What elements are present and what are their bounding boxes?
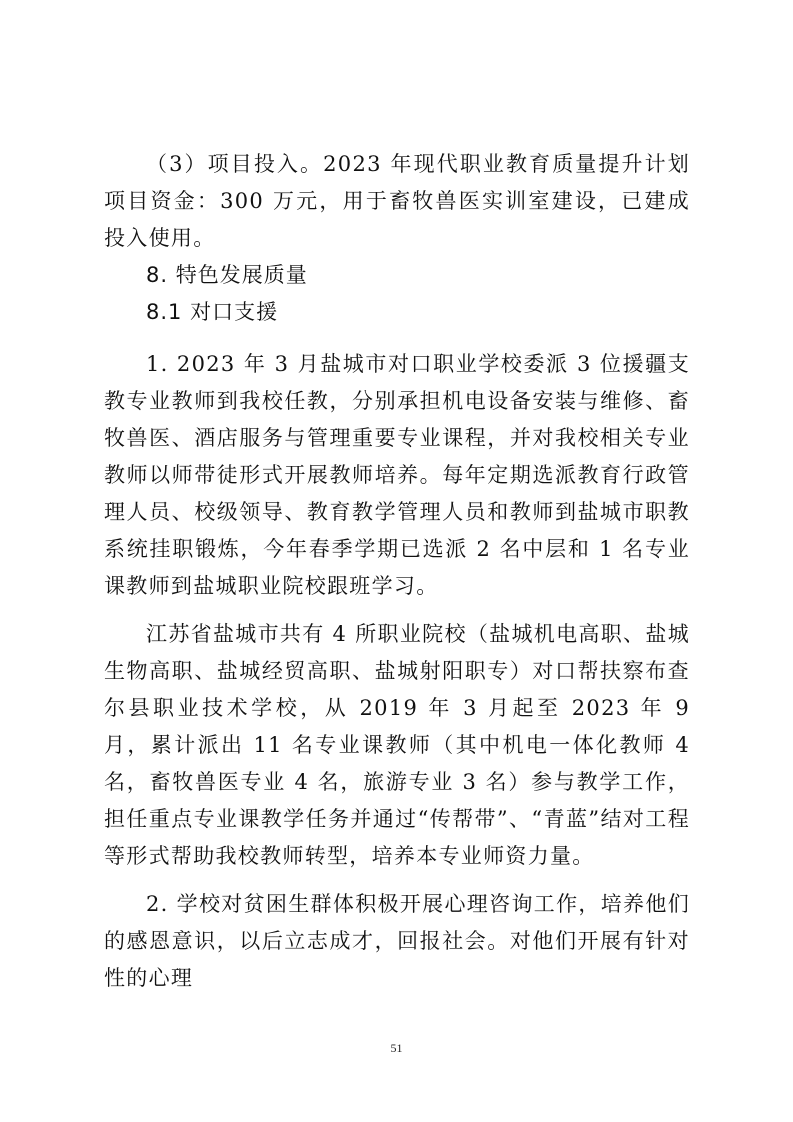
document-body <box>104 146 690 997</box>
paragraph-assistance-teachers: 1. 2023 年 3 月盐城市对口职业学校委派 3 位援疆支教专业教师到我校任教，分别承担机电设备安装与维修、畜牧兽医、酒店服务与管理重要专业课程，并对我校相关专业教师以师带徒形式开展教师培养。每年定期选派教育行政管理人员、校级领导、教育教学管理人员和教师到盐城市职教系统挂职锻炼，今年春季学期已选派 2 名中层和 1 名专业课教师到盐城职业院校跟班学习。 <box>104 352 690 598</box>
spacer <box>104 605 690 616</box>
paragraph-project-investment: （3）项目投入。2023 年现代职业教育质量提升计划项目资金：300 万元，用于畜牧兽医实训室建设，已建成投入使用。 <box>104 152 690 250</box>
page-number: 51 <box>390 1041 403 1055</box>
paragraph-psychological-counseling: 2. 学校对贫困生群体积极开展心理咨询工作，培养他们的感恩意识，以后立志成才，回报社会。对他们开展有针对性的心理 <box>104 892 690 990</box>
spacer <box>104 331 690 346</box>
subsection-heading-paired-assistance: 8.1 对口支援 <box>146 300 279 324</box>
section-heading-featured-development: 8. 特色发展质量 <box>146 263 308 287</box>
spacer <box>104 875 690 886</box>
paragraph-jiangsu-support: 江苏省盐城市共有 4 所职业院校（盐城机电高职、盐城生物高职、盐城经贸高职、盐城射阳职专）对口帮扶察布查尔县职业技术学校，从 2019 年 3 月起至 2023 年 9 月，累计派出 11 名专业课教师（其中机电一体化教师 4 名，畜牧兽医专业 4 名，旅游专业 3 名）参与教学工作，担任重点专业课教学任务并通过“传帮带”、“青蓝”结对工程等形式帮助我校教师转型，培养本专业师资力量。 <box>104 622 690 868</box>
